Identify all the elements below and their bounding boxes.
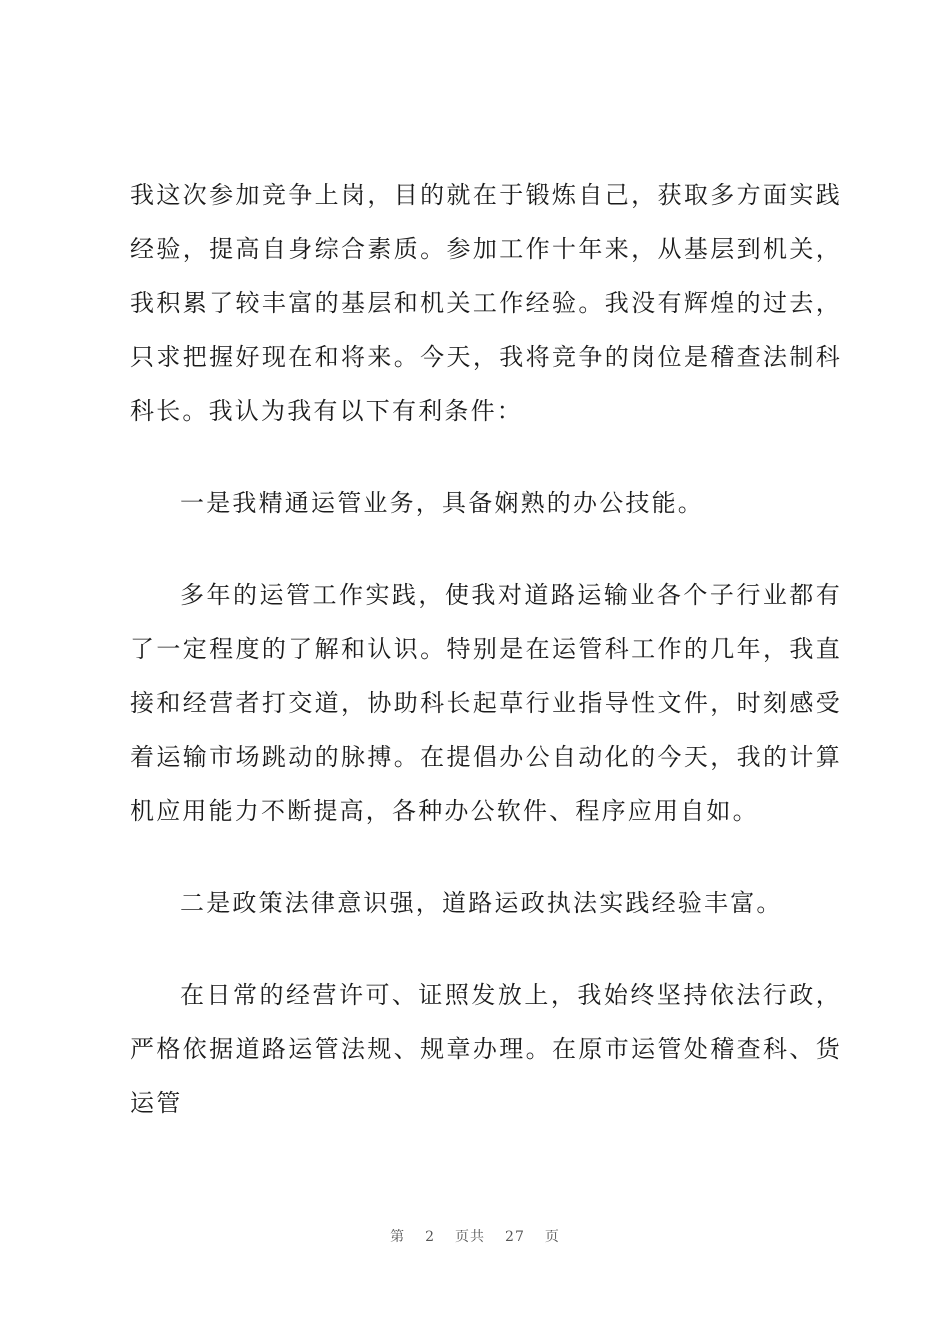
footer-suffix: 页 [544,1229,560,1245]
page-footer [0,1226,950,1246]
document-body [130,168,842,1130]
footer-current-page: 2 [425,1229,436,1245]
paragraph-1: 我这次参加竞争上岗，目的就在于锻炼自己，获取多方面实践经验，提高自身综合素质。参加工作十年来，从基层到机关，我积累了较丰富的基层和机关工作经验。我没有辉煌的过去，只求把握好现在和将来。今天，我将竞争的岗位是稽查法制科科长。我认为我有以下有利条件： [130,181,842,425]
footer-total-pages: 27 [505,1229,525,1245]
paragraph-5: 在日常的经营许可、证照发放上，我始终坚持依法行政，严格依据道路运管法规、规章办理。在原市运管处稽查科、货运管 [130,981,842,1117]
paragraph-4: 二是政策法律意识强，道路运政执法实践经验丰富。 [180,889,783,917]
footer-middle: 页共 [455,1229,486,1245]
paragraph-2: 一是我精通运管业务，具备娴熟的办公技能。 [180,489,704,517]
paragraph-3: 多年的运管工作实践，使我对道路运输业各个子行业都有了一定程度的了解和认识。特别是在运管科工作的几年，我直接和经营者打交道，协助科长起草行业指导性文件，时刻感受着运输市场跳动的脉搏。在提倡办公自动化的今天，我的计算机应用能力不断提高，各种办公软件、程序应用自如。 [130,581,842,825]
footer-prefix: 第 [390,1229,406,1245]
